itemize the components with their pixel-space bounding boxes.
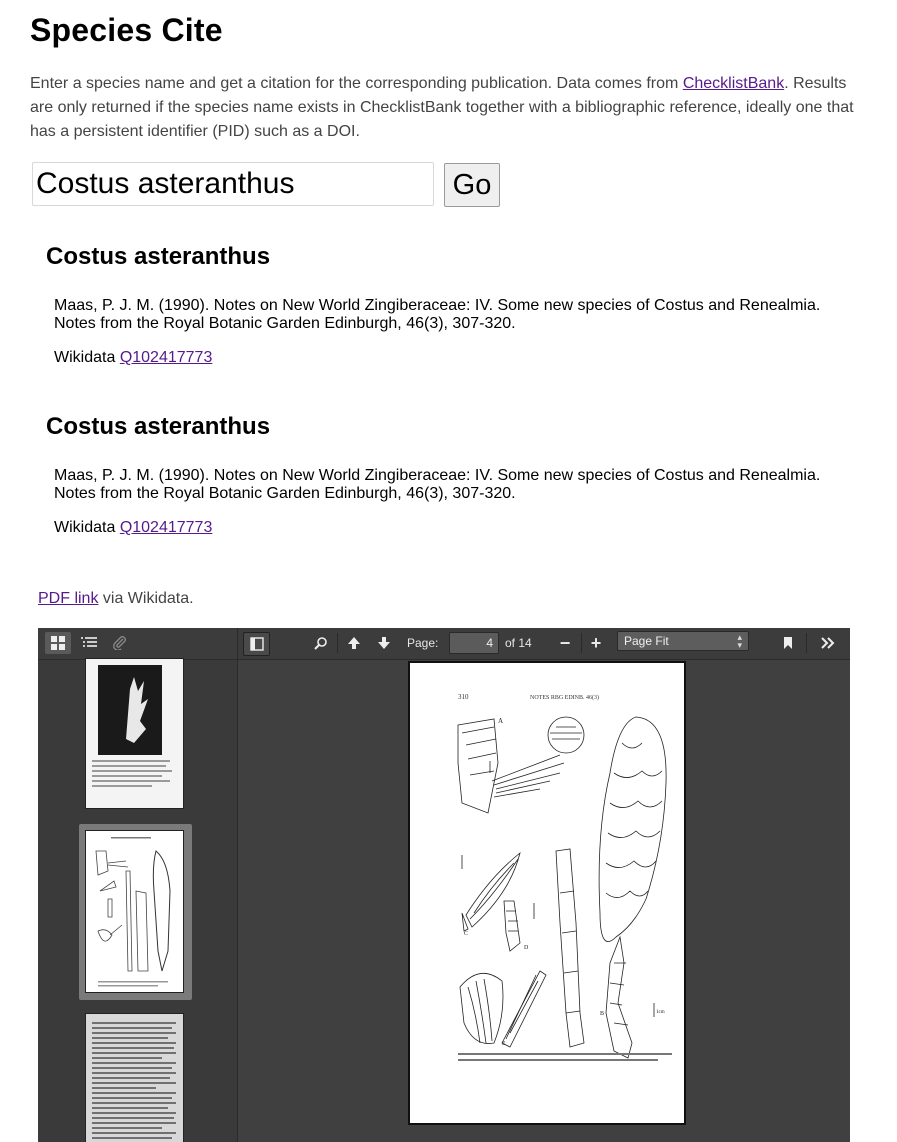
scale-bar-label: 1cm bbox=[656, 1010, 665, 1015]
page-title: Species Cite bbox=[30, 12, 223, 48]
result-wikidata bbox=[54, 349, 212, 367]
sidebar-toggle-icon[interactable] bbox=[243, 632, 270, 656]
species-search-input[interactable] bbox=[32, 162, 434, 206]
toolbar-separator bbox=[581, 633, 582, 653]
zoom-out-button[interactable]: − bbox=[559, 632, 571, 653]
pdf-link-suffix: via Wikidata. bbox=[98, 590, 194, 607]
wikidata-link[interactable]: Q102417773 bbox=[119, 519, 213, 536]
wikidata-label: Wikidata bbox=[54, 349, 116, 366]
page-count: of 14 bbox=[505, 636, 532, 650]
thumbnails-view-icon[interactable] bbox=[45, 632, 71, 654]
pdf-page-canvas bbox=[408, 661, 686, 1125]
page-label: Page: bbox=[407, 636, 439, 650]
go-button[interactable]: Go bbox=[444, 163, 500, 207]
zoom-select[interactable] bbox=[617, 631, 749, 651]
pdf-link[interactable]: PDF link bbox=[38, 590, 99, 607]
intro-text bbox=[30, 72, 870, 144]
intro-text-part: . Results are only returned if the species name exists in ChecklistBank together with a bibliographic reference, ideally one that has a persistent identifier (PID) such as a DOI. bbox=[30, 75, 854, 140]
result-wikidata bbox=[54, 519, 212, 537]
bookmark-icon[interactable] bbox=[775, 632, 801, 654]
sidebar-toolbar bbox=[38, 628, 237, 660]
figure-letter-e: E bbox=[502, 1041, 506, 1047]
page-number-input[interactable] bbox=[449, 632, 499, 654]
zoom-in-button[interactable]: + bbox=[590, 632, 602, 653]
next-page-icon[interactable] bbox=[371, 632, 397, 654]
page-thumbnail[interactable] bbox=[86, 1014, 183, 1142]
pdf-link-line bbox=[38, 590, 194, 608]
viewer-toolbar bbox=[238, 628, 850, 660]
figure-letter-b: B bbox=[600, 1011, 605, 1017]
result-citation: Maas, P. J. M. (1990). Notes on New World Zingiberaceae: IV. Some new species of Costus and Renealmia. Notes from the Royal Botanic Garden Edinburgh, 46(3), 307-320. bbox=[54, 467, 821, 502]
result-item bbox=[46, 243, 846, 366]
figure-letter-a: A bbox=[498, 717, 504, 725]
checklistbank-link[interactable]: ChecklistBank bbox=[682, 75, 785, 92]
outline-view-icon[interactable] bbox=[76, 632, 102, 654]
figure-letter-c: C bbox=[464, 931, 469, 937]
search-icon[interactable] bbox=[308, 632, 334, 654]
result-species-name: Costus asteranthus bbox=[46, 413, 271, 440]
result-citation: Maas, P. J. M. (1990). Notes on New World Zingiberaceae: IV. Some new species of Costus and Renealmia. Notes from the Royal Botanic Garden Edinburgh, 46(3), 307-320. bbox=[54, 297, 821, 332]
page-header-number: 310 bbox=[458, 693, 469, 701]
figure-letter-d: D bbox=[524, 945, 529, 951]
thumbnail-sidebar bbox=[38, 628, 238, 1142]
zoom-select-value: Page Fit bbox=[624, 634, 669, 648]
toolbar-separator bbox=[806, 633, 807, 653]
pdf-viewer bbox=[38, 628, 850, 1142]
wikidata-label: Wikidata bbox=[54, 519, 116, 536]
tools-menu-icon[interactable] bbox=[815, 632, 841, 654]
page-thumbnail-selected[interactable] bbox=[86, 831, 183, 992]
wikidata-link[interactable]: Q102417773 bbox=[119, 349, 213, 366]
result-item bbox=[46, 413, 846, 536]
result-species-name: Costus asteranthus bbox=[46, 243, 271, 270]
page-thumbnail[interactable] bbox=[86, 659, 183, 808]
attachments-view-icon[interactable] bbox=[107, 632, 133, 654]
toolbar-separator bbox=[337, 633, 338, 653]
intro-text-part: Enter a species name and get a citation for the corresponding publication. Data comes from bbox=[30, 75, 683, 92]
select-arrows-icon: ▴ ▾ bbox=[737, 632, 742, 650]
previous-page-icon[interactable] bbox=[341, 632, 367, 654]
page-header-title: NOTES RBG EDINB. 46(3) bbox=[530, 695, 599, 701]
